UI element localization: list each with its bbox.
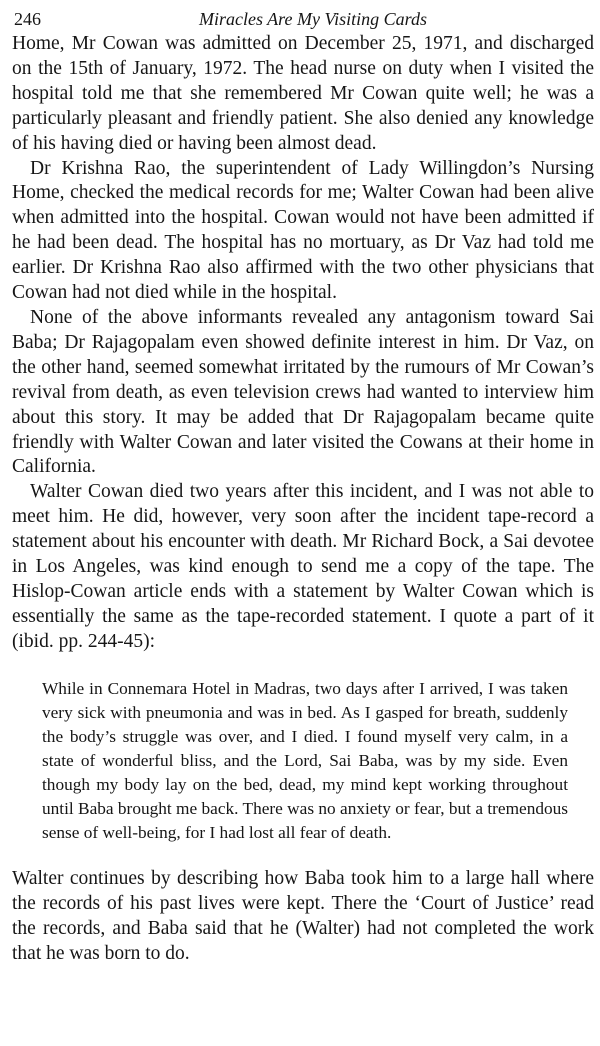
paragraph: Home, Mr Cowan was admitted on December 25, 1971, and discharged on the 15th of January, 1972. The head nurse on duty when I visited the hospital told me that she remembered Mr Cowan quite well; he was a particularly pleasant and friendly patient. She also denied any knowledge of his having died or having been almost dead. (12, 33, 594, 154)
body-text (12, 32, 594, 967)
block-quote-text: While in Connemara Hotel in Madras, two days after I arrived, I was taken very sick with pneumonia and was in bed. As I gasped for breath, suddenly the body’s struggle was over, and I died. I found myself very calm, in a state of wonderful bliss, and the Lord, Sai Baba, was by my side. Even though my body lay on the bed, dead, my mind kept working throughout until Baba brought me back. There was no anxiety or fear, but a tremendous sense of well-being, for I had lost all fear of death. (42, 678, 568, 843)
block-quote (42, 677, 568, 846)
paragraph: Dr Krishna Rao, the superintendent of Lady Willingdon’s Nursing Home, checked the medical records for me; Walter Cowan had been alive when admitted into the hospital. Cowan would not have been admitted if he had been dead. The hospital has no mortuary, as Dr Vaz had told me earlier. Dr Krishna Rao also affirmed with the two other physicians that Cowan had not died while in the hospital. (12, 157, 594, 304)
closing-paragraph: Walter continues by describing how Baba took him to a large hall where the records of his past lives were kept. There the ‘Court of Justice’ read the records, and Baba said that he (Walter) had not completed the work that he was born to do. (12, 868, 594, 965)
paragraph: None of the above informants revealed any antagonism toward Sai Baba; Dr Rajagopalam even showed definite interest in him. Dr Vaz, on the other hand, seemed somewhat irritated by the rumours of Mr Cowan’s revival from death, as even television crews had wanted to interview him about this story. It may be added that Dr Rajagopalam became quite friendly with Walter Cowan and later visited the Cowans at their home in California. (12, 306, 594, 478)
paragraph: Walter Cowan died two years after this incident, and I was not able to meet him. He did, however, very soon after the incident tape-record a statement about his encounter with death. Mr Richard Bock, a Sai devotee in Los Angeles, was kind enough to send me a copy of the tape. The Hislop-Cowan article ends with a statement by Walter Cowan which is essentially the same as the tape-recorded statement. I quote a part of it (ibid. pp. 244-45): (12, 481, 594, 652)
running-title: Miracles Are My Visiting Cards (199, 9, 427, 29)
page-number: 246 (14, 9, 41, 29)
running-head (12, 6, 594, 32)
